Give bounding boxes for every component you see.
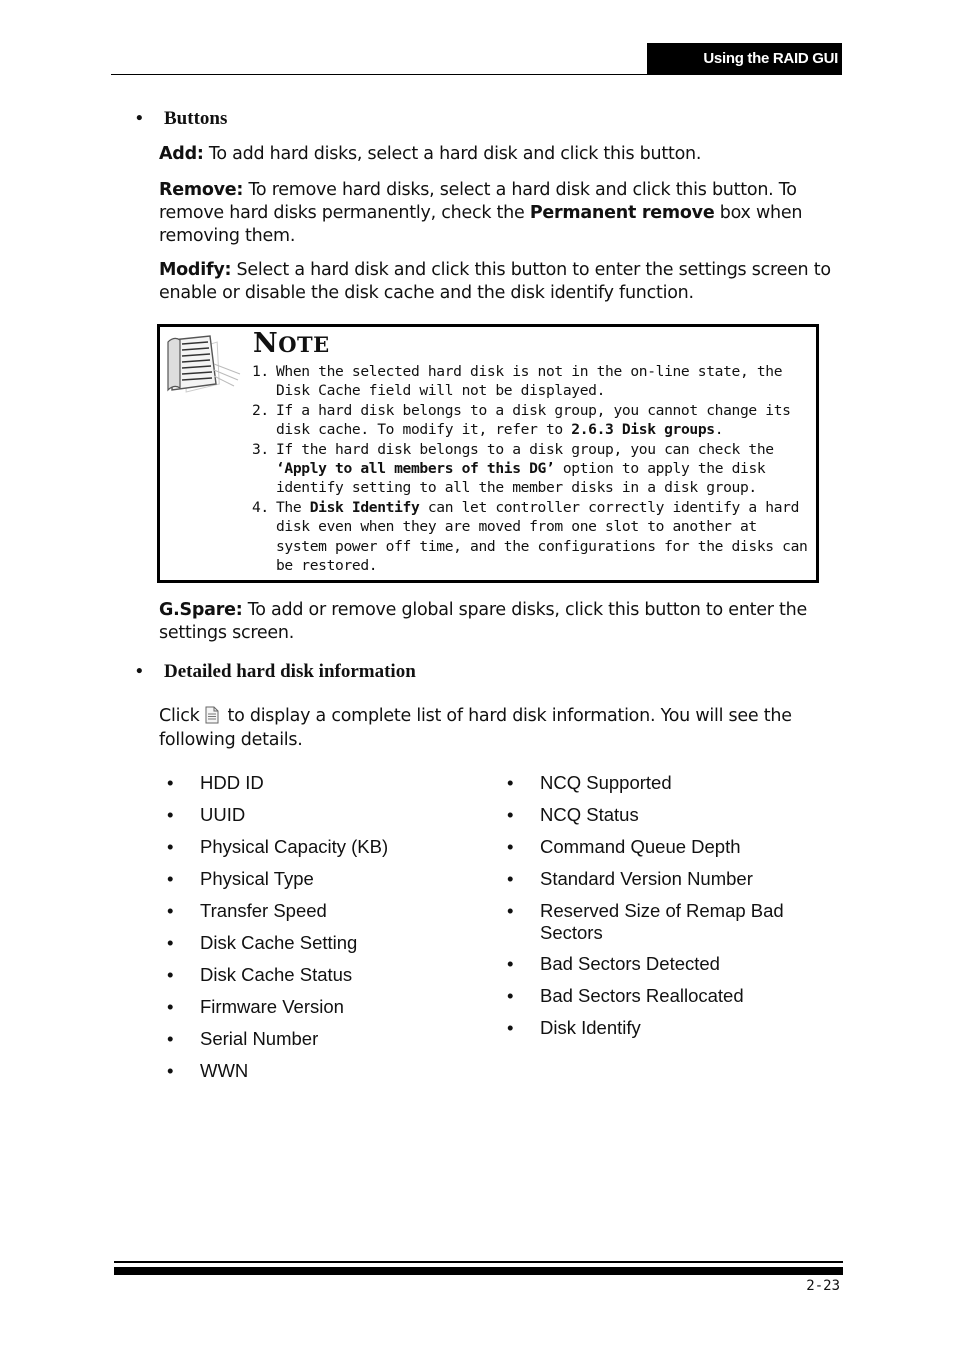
bullet: • [507, 1017, 514, 1038]
note-title-initial: N [253, 328, 279, 359]
bullet: • [167, 836, 174, 857]
page-number: 2-23 [806, 1278, 840, 1294]
detail-instructions [159, 704, 843, 752]
detail-list-item [167, 868, 487, 890]
note-item-number: 4. [252, 498, 269, 516]
remove-description [159, 179, 843, 248]
detail-list-item [167, 900, 487, 922]
bullet: • [167, 1060, 174, 1081]
detail-list-right [507, 772, 827, 1049]
detail-list-item-text: Transfer Speed [200, 900, 327, 921]
gspare-label: G.Spare: [159, 600, 243, 620]
bullet: • [167, 900, 174, 921]
detail-list-left [167, 772, 487, 1092]
buttons-heading [136, 108, 227, 130]
note-list [252, 362, 812, 575]
permanent-remove-label: Permanent remove [529, 203, 715, 223]
footer-rule-thin [114, 1261, 843, 1263]
detail-list-item-text: Disk Cache Status [200, 964, 353, 985]
buttons-heading-text: Buttons [164, 108, 228, 129]
note-item-text: If the hard disk belongs to a disk group, you can check the [276, 440, 774, 458]
document-icon [205, 706, 219, 724]
detail-list-item-text: Reserved Size of Remap Bad Sectors [540, 900, 784, 943]
detail-list-item [167, 1028, 487, 1050]
detail-list-item [167, 772, 487, 794]
detail-list-item [507, 804, 827, 826]
bullet: • [507, 953, 514, 974]
detail-list-item [507, 1017, 827, 1039]
note-item [252, 440, 812, 498]
bullet: • [167, 932, 174, 953]
bullet: • [167, 804, 174, 825]
remove-label: Remove: [159, 180, 244, 200]
note-item-text: option to apply the disk identify setting to all the member disks in a disk group. [276, 460, 766, 497]
note-title-rest: OTE [278, 332, 330, 357]
bullet: • [167, 1028, 174, 1049]
bullet: • [167, 868, 174, 889]
note-item-number: 2. [252, 401, 269, 419]
bullet: • [507, 868, 514, 889]
detail-list-item [507, 985, 827, 1007]
detail-list-item-text: UUID [200, 804, 246, 825]
modify-text: Select a hard disk and click this button to enter the settings screen to enable or disable the disk cache and the disk identify function. [159, 260, 831, 303]
detail-text: to display a complete list of hard disk information. You will see the following details. [159, 706, 792, 750]
detail-list-item-text: Physical Type [200, 868, 314, 889]
bullet: • [507, 804, 514, 825]
note-item-text: The [276, 498, 310, 516]
note-item-text: . [714, 421, 724, 439]
detail-list-item-text: Disk Cache Setting [200, 932, 358, 953]
detail-list-item [507, 953, 827, 975]
detail-heading [136, 661, 416, 683]
bullet: • [507, 900, 514, 921]
detail-heading-text: Detailed hard disk information [164, 661, 416, 682]
detail-list-item-text: NCQ Status [540, 804, 639, 825]
detail-list-item-text: Command Queue Depth [540, 836, 741, 857]
detail-list-item [167, 996, 487, 1018]
gspare-description [159, 599, 839, 645]
modify-label: Modify: [159, 260, 232, 280]
note-paper-icon [164, 334, 244, 394]
note-item [252, 362, 812, 401]
click-text: Click [159, 706, 200, 726]
detail-list-item-text: NCQ Supported [540, 772, 672, 793]
detail-list-item-text: HDD ID [200, 772, 264, 793]
note-item-text: can let controller correctly identify a hard disk even when they are moved from one slot to another at system power off time, and the configurations for the disks can be restored. [276, 498, 808, 575]
note-item-bold-text: ‘Apply to all members of this DG’ [276, 460, 555, 478]
detail-list-item [507, 868, 827, 890]
note-item [252, 498, 812, 576]
note-item-bold-text: Disk Identify [309, 498, 420, 516]
gspare-text: To add or remove global spare disks, click this button to enter the settings screen. [159, 600, 808, 643]
bullet: • [507, 985, 514, 1006]
header-rule [111, 74, 648, 75]
note-item-text: If a hard disk belongs to a disk group, you cannot change its disk cache. To modify it, refer to [276, 401, 791, 439]
bullet: • [167, 772, 174, 793]
detail-list-item-text: Standard Version Number [540, 868, 753, 889]
add-text: To add hard disks, select a hard disk and click this button. [203, 144, 702, 164]
note-item-text: When the selected hard disk is not in the on-line state, the Disk Cache field will not be displayed. [276, 363, 783, 400]
add-label: Add: [159, 144, 204, 164]
detail-list-item-text: WWN [200, 1060, 249, 1081]
add-description [159, 143, 849, 166]
detail-list-item [167, 804, 487, 826]
detail-list-item-text: Bad Sectors Detected [540, 953, 720, 974]
detail-list-item-text: Physical Capacity (KB) [200, 836, 389, 857]
modify-description [159, 259, 845, 305]
bullet: • [507, 772, 514, 793]
detail-list-item-text: Serial Number [200, 1028, 319, 1049]
heading-bullet: • [136, 108, 143, 129]
footer-rule-thick [114, 1267, 843, 1275]
detail-list-item [167, 932, 487, 954]
remove-text-2: box when removing them. [159, 203, 803, 246]
remove-text-1: To remove hard disks, select a hard disk and click this button. To remove hard disks permanently, check the [159, 180, 797, 223]
detail-list-item [507, 900, 810, 944]
detail-list-item [507, 836, 827, 858]
note-item-bold-text: 2.6.3 Disk groups [571, 421, 715, 439]
note-item-number: 1. [252, 363, 269, 380]
bullet: • [167, 964, 174, 985]
detail-list-item-text: Disk Identify [540, 1017, 641, 1038]
note-item-number: 3. [252, 440, 269, 458]
section-tab: Using the RAID GUI [647, 43, 842, 75]
detail-list-item-text: Bad Sectors Reallocated [540, 985, 744, 1006]
detail-list-item-text: Firmware Version [200, 996, 344, 1017]
bullet: • [507, 836, 514, 857]
note-item [252, 401, 812, 440]
detail-list-item [167, 836, 487, 858]
bullet: • [167, 996, 174, 1017]
detail-list-item [507, 772, 827, 794]
detail-list-item [167, 1060, 487, 1082]
heading-bullet: • [136, 661, 143, 682]
note-title [253, 328, 330, 359]
detail-list-item [167, 964, 487, 986]
